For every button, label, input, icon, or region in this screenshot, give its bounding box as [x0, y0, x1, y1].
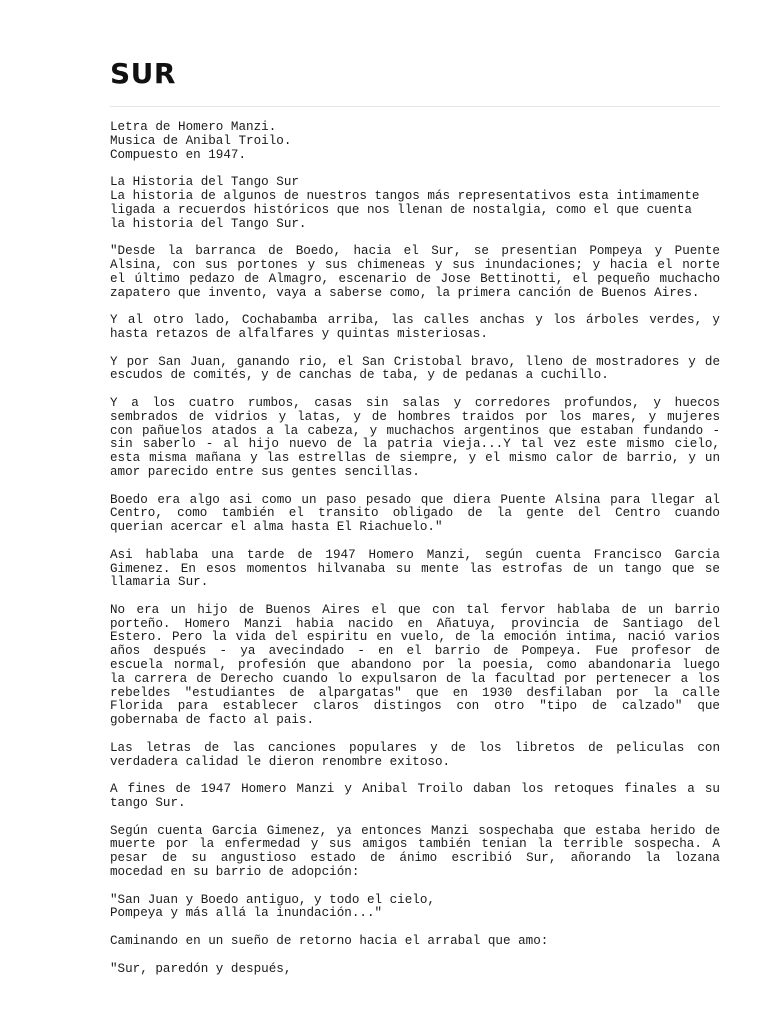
text-line: La historia de algunos de nuestros tangos más representativos esta intimamente	[110, 188, 700, 203]
paragraph	[110, 494, 720, 535]
paragraph	[110, 549, 720, 590]
text-line: Pompeya y más allá la inundación..."	[110, 906, 383, 921]
text-line: años después - ya avecindado - en el barrio de Pompeya. Fue profesor de	[110, 644, 720, 659]
paragraph	[110, 604, 720, 728]
text-line: verdadera calidad le dieron renombre exitoso.	[110, 754, 451, 769]
document-page	[110, 56, 720, 990]
text-line: sembrados de vidrios y latas, y de hombres traidos por los mares, y mujeres	[110, 409, 720, 424]
text-line: gobernaba de facto al pais.	[110, 713, 315, 728]
paragraph	[110, 963, 720, 977]
text-line: No era un hijo de Buenos Aires el que con tal fervor hablaba de un barrio	[110, 602, 720, 617]
text-line: Compuesto en 1947.	[110, 147, 247, 162]
text-line: Musica de Anibal Troilo.	[110, 133, 292, 148]
text-line: llamaria Sur.	[110, 575, 209, 590]
text-line: Según cuenta Garcia Gimenez, ya entonces Manzi sospechaba que estaba herido de	[110, 823, 720, 838]
text-line: escudos de comités, y de canchas de taba, y de pedanas a cuchillo.	[110, 368, 609, 383]
paragraph	[110, 121, 720, 162]
paragraph	[110, 245, 720, 300]
paragraph	[110, 397, 720, 480]
text-line: hasta retazos de alfalfares y quintas misteriosas.	[110, 326, 488, 341]
text-line: Y por San Juan, ganando rio, el San Cristobal bravo, lleno de mostradores y de	[110, 354, 720, 369]
text-line: zapatero que invento, vaya a saberse como, la primera canción de Buenos Aires.	[110, 285, 700, 300]
text-line: la historia del Tango Sur.	[110, 216, 307, 231]
text-line: Las letras de las canciones populares y de los libretos de peliculas con	[110, 740, 720, 755]
text-line: Letra de Homero Manzi.	[110, 120, 277, 134]
text-line: escuela normal, profesión que abandono por la poesia, como abandonaria luego	[110, 658, 720, 673]
document-title: SUR	[110, 57, 176, 90]
text-line: el último pedazo de Almagro, escenario de Jose Bettinotti, el pequeño muchacho	[110, 271, 720, 286]
text-line: Centro, como también el transito obligado de la gente del Centro cuando	[110, 506, 720, 521]
text-line: "Desde la barranca de Boedo, hacia el Sur, se presentian Pompeya y Puente	[110, 244, 720, 259]
paragraph	[110, 894, 720, 922]
text-line: querian acercar el alma hasta El Riachuelo."	[110, 520, 443, 535]
text-line: "Sur, paredón y después,	[110, 961, 292, 976]
text-line: rebeldes "estudiantes de alpargatas" que en 1930 desfilaban por la calle	[110, 685, 720, 700]
paragraph	[110, 176, 720, 231]
text-line: pesar de su angustioso estado de ánimo escribió Sur, añorando la lozana	[110, 851, 720, 866]
text-line: tango Sur.	[110, 796, 186, 811]
document-body	[110, 121, 720, 976]
text-line: mocedad en su barrio de adopción:	[110, 865, 360, 880]
text-line: Boedo era algo asi como un paso pesado que diera Puente Alsina para llegar al	[110, 492, 720, 507]
paragraph	[110, 742, 720, 770]
text-line: ligada a recuerdos históricos que nos llenan de nostalgia, como el que cuenta	[110, 202, 692, 217]
paragraph	[110, 314, 720, 342]
text-line: Y a los cuatro rumbos, casas sin salas y corredores profundos, y huecos	[110, 395, 720, 410]
text-line: esta misma mañana y las estrellas de siempre, y el mismo calor de barrio, y un	[110, 451, 720, 466]
title-divider	[110, 106, 720, 107]
text-line: Florida para establecer claros distingos con otro "tipo de calzado" que	[110, 699, 720, 714]
paragraph	[110, 783, 720, 811]
text-line: "San Juan y Boedo antiguo, y todo el cielo,	[110, 892, 435, 907]
text-line: la carrera de Derecho cuando lo expulsaron de la facultad por pertenecer a los	[110, 671, 720, 686]
text-line: Caminando en un sueño de retorno hacia el arrabal que amo:	[110, 934, 549, 949]
text-line: Gimenez. En esos momentos hilvanaba su mente las estrofas de un tango que se	[110, 561, 720, 576]
paragraph	[110, 935, 720, 949]
text-line: Estero. Pero la vida del espiritu en vuelo, de la emoción intima, nació varios	[110, 630, 720, 645]
text-line: Y al otro lado, Cochabamba arriba, las calles anchas y los árboles verdes, y	[110, 313, 720, 328]
paragraph	[110, 825, 720, 880]
text-line: La Historia del Tango Sur	[110, 175, 299, 190]
text-line: Alsina, con sus portones y sus chimeneas y sus inundaciones; y hacia el norte	[110, 257, 720, 272]
text-line: Asi hablaba una tarde de 1947 Homero Manzi, según cuenta Francisco Garcia	[110, 547, 720, 562]
text-line: con pañuelos atados a la cabeza, y muchachos argentinos que estaban fundando -	[110, 423, 720, 438]
text-line: porteño. Homero Manzi habia nacido en Añatuya, provincia de Santiago del	[110, 616, 720, 631]
text-line: sin saberlo - al hijo nuevo de la patria vieja...Y tal vez este mismo cielo,	[110, 437, 720, 452]
paragraph	[110, 356, 720, 384]
text-line: A fines de 1947 Homero Manzi y Anibal Troilo daban los retoques finales a su	[110, 782, 720, 797]
text-line: muerte por la enfermedad y sus amigos también tenian la terrible sospecha. A	[110, 837, 720, 852]
text-line: amor parecido entre sus gentes sencillas.	[110, 464, 420, 479]
